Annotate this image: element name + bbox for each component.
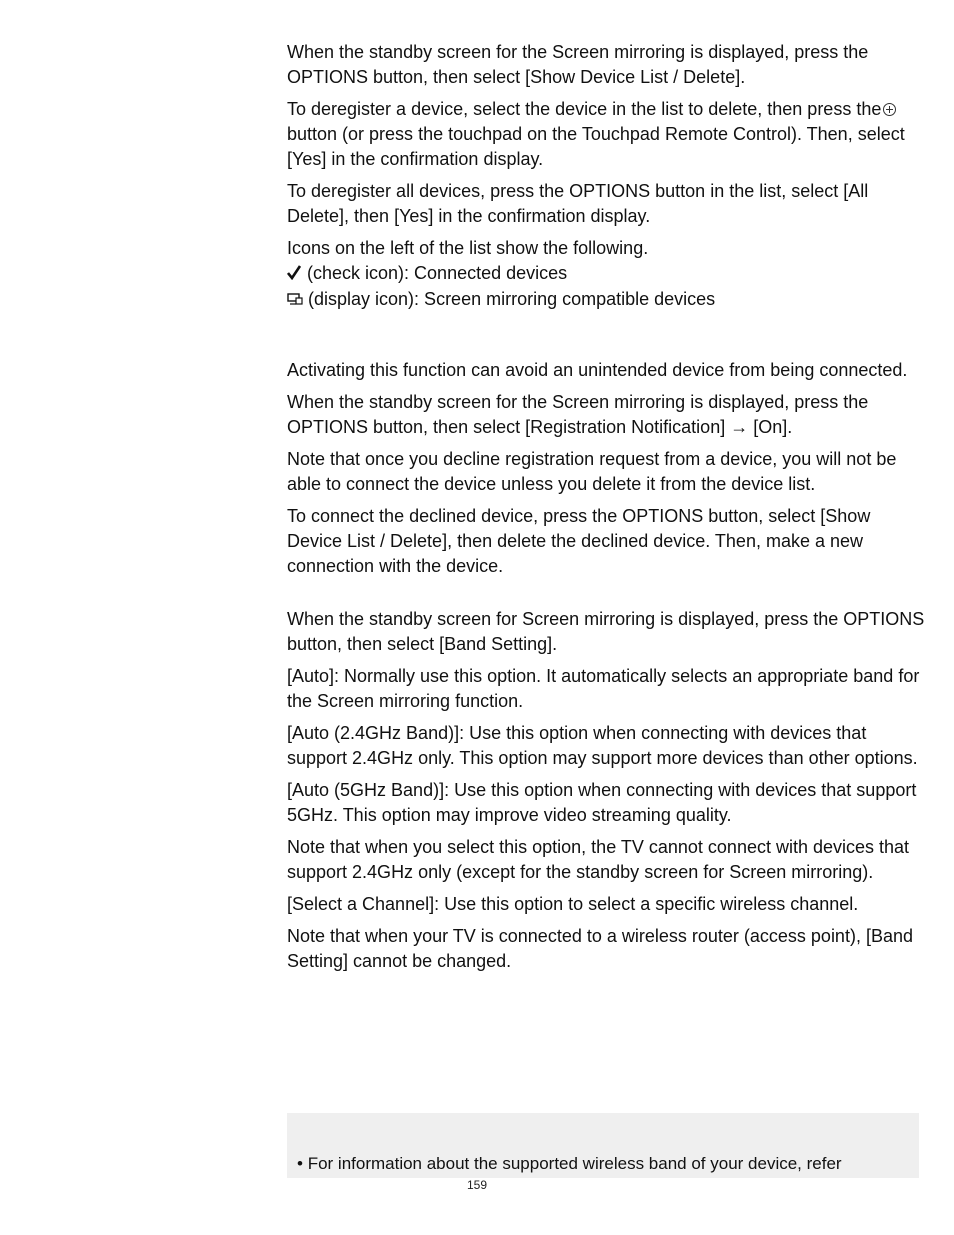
check-icon [287,262,302,287]
paragraph: When the standby screen for the Screen mirroring is displayed, press the OPTIONS button, then select [Registration Notification] → [On]. [287,391,869,437]
paragraph: To connect the declined device, press the OPTIONS button, select [Show Device List / Delete], then delete the declined device. Then, make a new connection with the device. [287,505,871,576]
paragraph: Note that when your TV is connected to a wireless router (access point), [Band Setting] cannot be changed. [287,925,913,971]
paragraph: To deregister all devices, press the OPTIONS button in the list, select [All Delete], then [Yes] in the confirmation display. [287,181,869,226]
check-line [287,261,927,287]
note-list-item: • For information about the supported wireless band of your device, refer [297,1154,842,1173]
note-item-text: For information about the supported wireless band of your device, refer [307,1154,842,1173]
paragraph: [Select a Channel]: Use this option to select a specific wireless channel. [287,893,859,914]
display-icon [287,288,303,313]
note-box [287,1113,919,1178]
paragraph: When the standby screen for the Screen mirroring is displayed, press the OPTIONS button, then select [Show Device List / Delete]. [287,42,869,87]
section-spacer [287,586,927,607]
paragraph: Note that when you select this option, the TV cannot connect with devices that support 2.4GHz only (except for the standby screen for Screen mirroring). [287,836,910,882]
text-segment: button (or press the touchpad on the Touchpad Remote Control). Then, select [Yes] in the confirmation display. [287,124,905,169]
paragraph: Activating this function can avoid an unintended device from being connected. [287,359,908,380]
paragraph: [Auto (2.4GHz Band)]: Use this option when connecting with devices that support 2.4GHz only. This option may support more devices than other options. [287,722,918,768]
paragraph: Icons on the left of the list show the following. [287,238,649,258]
page-number: 159 [466,1178,488,1192]
main-content [287,40,927,981]
paragraph: [Auto (5GHz Band)]: Use this option when connecting with devices that support 5GHz. This option may improve video streaming quality. [287,779,917,825]
display-line-text: (display icon): Screen mirroring compatible devices [308,288,716,309]
section-spacer [287,313,927,358]
enter-button-icon [883,103,896,116]
text-segment: To deregister a device, select the device in the list to delete, then press the [287,99,882,119]
paragraph [287,97,927,172]
check-line-text: (check icon): Connected devices [307,263,568,283]
paragraph: Note that once you decline registration request from a device, you will not be able to connect the device unless you delete it from the device list. [287,448,897,494]
paragraph: When the standby screen for Screen mirroring is displayed, press the OPTIONS button, then select [Band Setting]. [287,608,925,654]
display-line [287,287,927,313]
paragraph: [Auto]: Normally use this option. It automatically selects an appropriate band for the Screen mirroring function. [287,665,920,711]
